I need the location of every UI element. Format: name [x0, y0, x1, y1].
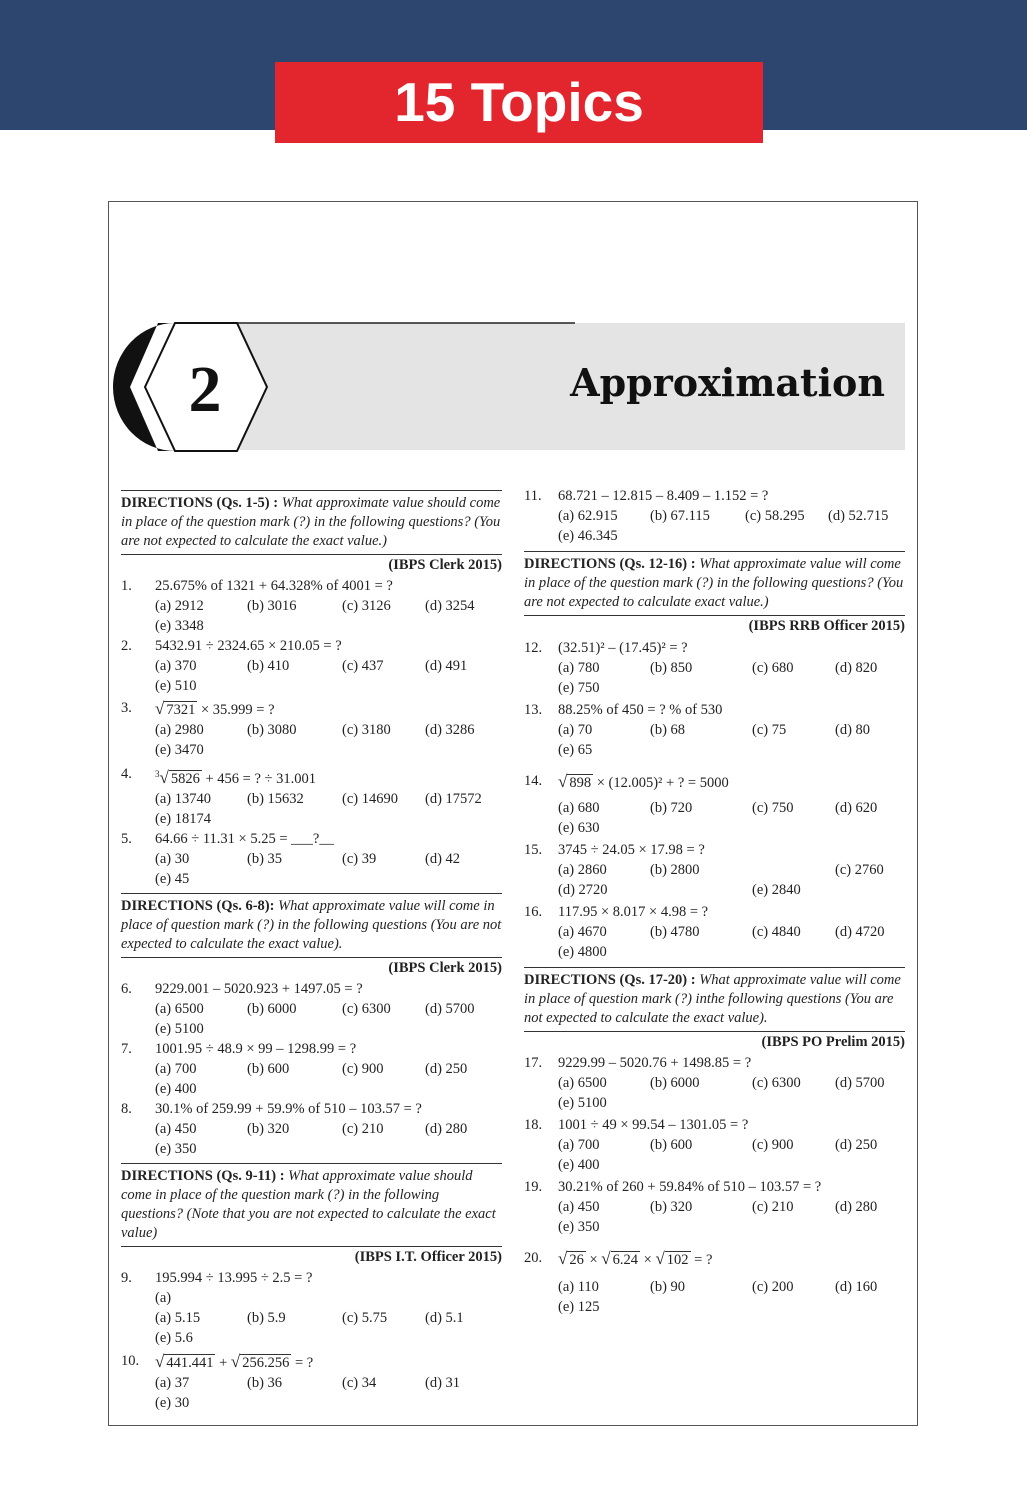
directions-label: DIRECTIONS (Qs. 17-20) :: [524, 972, 696, 988]
question-number: 11.: [524, 488, 542, 504]
question-number: 6.: [121, 980, 132, 997]
question-number: 1.: [121, 578, 132, 594]
options-row: [524, 1094, 905, 1113]
option-a: (a) 700: [155, 1060, 197, 1077]
option-b: (b) 90: [650, 1279, 686, 1295]
option-b: (b) 35: [247, 850, 283, 867]
option-c: (c) 2760: [835, 862, 884, 878]
question: [121, 1352, 502, 1373]
option-c: (c) 14690: [342, 790, 398, 807]
directions-block: [524, 551, 905, 612]
option-d: (d) 5700: [425, 1000, 475, 1017]
options-row: [524, 881, 905, 900]
question-number: 15.: [524, 842, 543, 858]
option-e: (e) 350: [558, 1219, 600, 1235]
question: [524, 772, 905, 793]
options-row: [524, 507, 905, 526]
option-b: (b) 4780: [650, 924, 700, 940]
radical-sign: √: [558, 1249, 568, 1268]
option-a: (a) 5.15: [155, 1309, 201, 1326]
options-row: [121, 810, 502, 829]
option-d: (d) 160: [835, 1279, 878, 1295]
question-number: 13.: [524, 702, 543, 718]
option-b: (b) 3016: [247, 598, 297, 614]
options-row: [524, 1156, 905, 1175]
directions-text: What approximate value will come in place of question mark (?) inthe following questions (You are not expected to calculate the exact value).: [524, 972, 901, 1026]
question: [121, 1269, 502, 1288]
option-c: (c) 750: [752, 800, 794, 816]
options-row: [121, 721, 502, 740]
option-d: (d) 80: [835, 722, 871, 738]
right-column: [524, 486, 905, 1317]
source-label: (IBPS RRB Officer 2015): [524, 615, 905, 636]
option-e: (e) 5100: [558, 1095, 607, 1111]
option-d: (d) 280: [425, 1120, 468, 1137]
option-b: (b) 410: [247, 658, 290, 674]
radical-sign: √: [230, 1351, 241, 1371]
option-e: (e) 4800: [558, 944, 607, 960]
option-b: (b) 6000: [247, 1000, 297, 1017]
options-row: [121, 1374, 502, 1393]
option-a: (a) 2980: [155, 722, 204, 738]
radicand: 26: [569, 1252, 584, 1268]
question: [121, 1100, 502, 1119]
directions-block: [121, 490, 502, 551]
question-text: + 456 = ? ÷ 31.001: [201, 770, 316, 787]
question-text: 30.21% of 260 + 59.84% of 510 – 103.57 = ?: [558, 1179, 822, 1195]
directions-text: What approximate value should come in place of the question mark (?) in the following questions? (Note that you are not expected to calculate the exact value): [121, 1167, 496, 1241]
option-c: (c) 4840: [752, 924, 801, 940]
option-a: (a) 30: [155, 850, 190, 867]
radicand: 5826: [170, 770, 200, 787]
option-b: (b) 720: [650, 800, 693, 816]
left-column: [121, 488, 502, 1413]
option-c: (c) 3180: [342, 722, 391, 738]
option-b: (b) 600: [650, 1137, 693, 1153]
option-b: (b) 36: [247, 1374, 283, 1391]
question-number: 12.: [524, 640, 543, 656]
question-text: = ?: [690, 1252, 713, 1268]
option-c: (c) 39: [342, 850, 377, 867]
option-d: (d) 3286: [425, 722, 475, 738]
question-text: × (12.005)² + ? = 5000: [593, 775, 729, 791]
option-c: (c) 34: [342, 1374, 377, 1391]
question-text: × 35.999 = ?: [197, 702, 275, 718]
directions-label: DIRECTIONS (Qs. 12-16) :: [524, 556, 696, 572]
option-e: (e) 400: [558, 1157, 600, 1173]
options-row: [121, 617, 502, 636]
option-c: (c) 5.75: [342, 1309, 388, 1326]
option-e: (e) 30: [155, 1394, 190, 1411]
option-d: (d) 52.715: [828, 508, 889, 524]
question-text: 3745 ÷ 24.05 × 17.98 = ?: [558, 842, 705, 858]
option-stray: (a): [155, 1289, 172, 1306]
options-row: [524, 527, 905, 546]
operator: ×: [640, 1252, 656, 1268]
question-text: 25.675% of 1321 + 64.328% of 4001 = ?: [155, 578, 393, 594]
option-c: (c) 3126: [342, 598, 391, 614]
radicand: 898: [569, 775, 592, 791]
question-number: 17.: [524, 1055, 543, 1071]
radical-sign: √: [601, 1249, 611, 1268]
option-e: (e) 630: [558, 820, 600, 836]
question: [524, 1249, 905, 1270]
option-a: (a) 450: [155, 1120, 197, 1137]
directions-text: What approximate value will come in place of the question mark (?) in the following questions? (You are not expected to calculate exact value.): [524, 556, 904, 610]
options-row: [524, 679, 905, 698]
source-label: (IBPS Clerk 2015): [121, 554, 502, 575]
option-c: (c) 210: [752, 1199, 794, 1215]
question: [121, 577, 502, 596]
radicand: 441.441: [166, 1354, 214, 1371]
radical-sign: √: [655, 1249, 665, 1268]
options-row: [121, 657, 502, 676]
question-number: 18.: [524, 1117, 543, 1133]
option-e: (e) 5.6: [155, 1329, 193, 1346]
options-row: [524, 1074, 905, 1093]
question-number: 2.: [121, 638, 132, 654]
option-c: (c) 210: [342, 1120, 384, 1137]
question: [121, 765, 502, 789]
options-row: [524, 1218, 905, 1237]
option-e: (e) 2840: [752, 882, 801, 898]
question: [121, 1040, 502, 1059]
root-index: 3: [155, 769, 160, 779]
options-row: [121, 870, 502, 889]
option-a: (a) 4670: [558, 924, 607, 940]
option-c: (c) 437: [342, 658, 384, 674]
question: [524, 1116, 905, 1135]
radicand: 256.256: [242, 1354, 290, 1371]
question-number: 9.: [121, 1269, 132, 1286]
option-d: (d) 5.1: [425, 1309, 464, 1326]
question-number: 4.: [121, 766, 132, 782]
options-row: [524, 819, 905, 838]
option-a: (a) 70: [558, 722, 593, 738]
option-b: (b) 67.115: [650, 508, 710, 524]
question-number: 3.: [121, 700, 132, 716]
question-text: 68.721 – 12.815 – 8.409 – 1.152 = ?: [558, 488, 769, 504]
option-d: (d) 820: [835, 660, 878, 676]
option-d: (d) 3254: [425, 598, 475, 614]
radical-sign: √: [558, 772, 568, 791]
source-label: (IBPS Clerk 2015): [121, 957, 502, 978]
options-row: [121, 1289, 502, 1308]
directions-block: [121, 893, 502, 954]
option-e: (e) 510: [155, 678, 197, 694]
option-c: (c) 680: [752, 660, 794, 676]
question-number: 14.: [524, 773, 543, 789]
option-e: (e) 3348: [155, 618, 204, 634]
option-c: (c) 58.295: [745, 508, 805, 524]
option-b: (b) 5.9: [247, 1309, 286, 1326]
option-b: (b) 320: [247, 1120, 290, 1137]
options-row: [121, 1060, 502, 1079]
question-text: 88.25% of 450 = ? % of 530: [558, 702, 723, 718]
option-a: (a) 680: [558, 800, 600, 816]
question-text: 9229.001 – 5020.923 + 1497.05 = ?: [155, 980, 363, 997]
source-label: (IBPS PO Prelim 2015): [524, 1031, 905, 1052]
option-b: (b) 2800: [650, 862, 700, 878]
directions-block: [121, 1163, 502, 1243]
options-row: [121, 1329, 502, 1348]
directions-text: What approximate value will come in place of question mark (?) in the following questions (You are not expected to calculate the exact value).: [121, 897, 502, 952]
question: [524, 487, 905, 506]
question-number: 20.: [524, 1250, 543, 1266]
chapter-number: 2: [188, 353, 222, 426]
options-row: [121, 1394, 502, 1413]
banner-title: 15 Topics: [275, 62, 763, 143]
question-text: 5432.91 ÷ 2324.65 × 210.05 = ?: [155, 638, 342, 654]
option-a: (a) 780: [558, 660, 600, 676]
question-text: 30.1% of 259.99 + 59.9% of 510 – 103.57 = ?: [155, 1100, 422, 1117]
option-a: (a) 110: [558, 1279, 599, 1295]
question-number: 7.: [121, 1040, 132, 1057]
question-text: (32.51)² – (17.45)² = ?: [558, 640, 688, 656]
directions-label: DIRECTIONS (Qs. 9-11) :: [121, 1167, 285, 1184]
options-row: [524, 741, 905, 760]
option-d: (d) 4720: [835, 924, 885, 940]
radical-sign: √: [155, 1351, 165, 1371]
option-a: (a) 6500: [155, 1000, 204, 1017]
question-number: 8.: [121, 1100, 132, 1117]
radicand: 6.24: [612, 1252, 638, 1268]
option-b: (b) 320: [650, 1199, 693, 1215]
question-number: 16.: [524, 904, 543, 920]
option-e: (e) 5100: [155, 1020, 204, 1037]
question-number: 5.: [121, 830, 132, 847]
options-row: [121, 1000, 502, 1019]
options-row: [121, 597, 502, 616]
question: [121, 637, 502, 656]
options-row: [121, 677, 502, 696]
option-a: (a) 2860: [558, 862, 607, 878]
options-row: [524, 1198, 905, 1217]
option-e: (e) 350: [155, 1140, 197, 1157]
operator: ×: [585, 1252, 602, 1268]
options-row: [121, 1309, 502, 1328]
option-c: (c) 75: [752, 722, 787, 738]
question: [524, 1178, 905, 1197]
option-d: (d) 250: [425, 1060, 468, 1077]
options-row: [524, 1278, 905, 1297]
radical-sign: √: [159, 767, 169, 787]
options-row: [524, 799, 905, 818]
options-row: [121, 1020, 502, 1039]
question-number: 19.: [524, 1179, 543, 1195]
option-e: (e) 65: [558, 742, 593, 758]
options-row: [524, 659, 905, 678]
question-text: 195.994 ÷ 13.995 ÷ 2.5 = ?: [155, 1269, 313, 1286]
question: [524, 1054, 905, 1073]
option-b: (b) 3080: [247, 722, 297, 738]
question-text: 9229.99 – 5020.76 + 1498.85 = ?: [558, 1055, 752, 1071]
option-b: (b) 15632: [247, 790, 304, 807]
radical-sign: √: [155, 699, 165, 718]
option-b: (b) 68: [650, 722, 686, 738]
options-row: [121, 790, 502, 809]
option-e: (e) 125: [558, 1299, 600, 1315]
question: [121, 980, 502, 999]
question: [524, 701, 905, 720]
option-d: (d) 2720: [558, 882, 608, 898]
option-b: (b) 6000: [650, 1075, 700, 1091]
option-b: (b) 600: [247, 1060, 290, 1077]
option-e: (e) 45: [155, 870, 190, 887]
question-text: 1001 ÷ 49 × 99.54 – 1301.05 = ?: [558, 1117, 749, 1133]
options-row: [121, 1080, 502, 1099]
options-row: [524, 861, 905, 880]
operator: +: [215, 1354, 231, 1371]
question-text: 117.95 × 8.017 × 4.98 = ?: [558, 904, 709, 920]
chapter-title: Approximation: [570, 360, 885, 405]
option-c: (c) 900: [342, 1060, 384, 1077]
options-row: [524, 1298, 905, 1317]
radicand: 102: [666, 1252, 689, 1268]
option-d: (d) 250: [835, 1137, 878, 1153]
option-e: (e) 400: [155, 1080, 197, 1097]
option-d: (d) 5700: [835, 1075, 885, 1091]
option-d: (d) 31: [425, 1374, 461, 1391]
option-c: (c) 6300: [342, 1000, 391, 1017]
option-a: (a) 37: [155, 1374, 190, 1391]
option-d: (d) 491: [425, 658, 468, 674]
question-text: 64.66 ÷ 11.31 × 5.25 = ___?__: [155, 830, 334, 847]
option-c: (c) 200: [752, 1279, 794, 1295]
question-text: 1001.95 ÷ 48.9 × 99 – 1298.99 = ?: [155, 1040, 357, 1057]
directions-block: [524, 967, 905, 1028]
question: [121, 830, 502, 849]
question: [524, 903, 905, 922]
question-text: = ?: [291, 1354, 314, 1371]
option-b: (b) 850: [650, 660, 693, 676]
question-number: 10.: [121, 1352, 140, 1369]
option-c: (c) 900: [752, 1137, 794, 1153]
option-a: (a) 700: [558, 1137, 600, 1153]
options-row: [121, 741, 502, 760]
options-row: [524, 943, 905, 962]
options-row: [524, 923, 905, 942]
option-e: (e) 46.345: [558, 528, 618, 544]
option-e: (e) 750: [558, 680, 600, 696]
directions-text: What approximate value should come in place of the question mark (?) in the following questions? (You are not expected to calculate the exact value.): [121, 495, 501, 549]
options-row: [121, 1140, 502, 1159]
question: [524, 639, 905, 658]
option-a: (a) 2912: [155, 598, 204, 614]
option-d: (d) 280: [835, 1199, 878, 1215]
source-label: (IBPS I.T. Officer 2015): [121, 1246, 502, 1267]
option-a: (a) 62.915: [558, 508, 618, 524]
options-row: [524, 1136, 905, 1155]
directions-label: DIRECTIONS (Qs. 6-8):: [121, 897, 275, 914]
option-a: (a) 370: [155, 658, 197, 674]
option-a: (a) 6500: [558, 1075, 607, 1091]
option-e: (e) 3470: [155, 742, 204, 758]
option-e: (e) 18174: [155, 810, 211, 827]
option-c: (c) 6300: [752, 1075, 801, 1091]
question: [121, 699, 502, 720]
options-row: [524, 721, 905, 740]
option-d: (d) 42: [425, 850, 461, 867]
option-d: (d) 17572: [425, 790, 482, 807]
radicand: 7321: [166, 702, 196, 718]
option-d: (d) 620: [835, 800, 878, 816]
question: [524, 841, 905, 860]
options-row: [121, 1120, 502, 1139]
options-row: [121, 850, 502, 869]
option-a: (a) 450: [558, 1199, 600, 1215]
option-a: (a) 13740: [155, 790, 211, 807]
directions-label: DIRECTIONS (Qs. 1-5) :: [121, 495, 279, 511]
